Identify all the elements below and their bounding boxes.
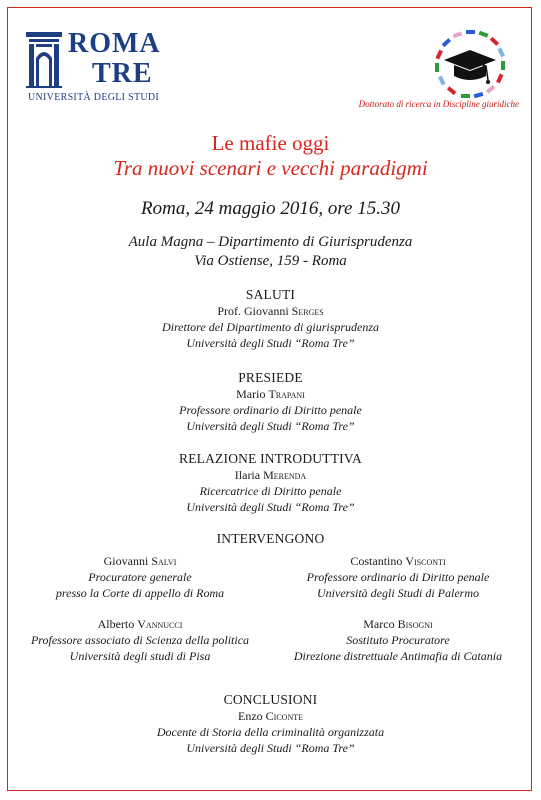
speaker-card — [10, 553, 270, 601]
speaker-name — [0, 467, 541, 483]
speaker-surname: Vannucci — [137, 617, 183, 631]
speaker-name-first: Giovanni — [103, 554, 152, 568]
speaker-role: Professore ordinario di Diritto penale — [306, 570, 490, 584]
speaker-name-first: Costantino — [350, 554, 406, 568]
section-heading: SALUTI — [245, 287, 296, 302]
speaker-surname: Visconti — [405, 554, 446, 568]
speaker-role: Professore ordinario di Diritto penale — [179, 403, 362, 417]
speaker-surname: Salvi — [151, 554, 177, 568]
speaker-role: Docente di Storia della criminalità organizzata — [156, 725, 385, 739]
speaker-name-first: Mario — [236, 387, 269, 401]
logo-university-text: UNIVERSITÀ DEGLI STUDI — [28, 92, 160, 103]
section-heading: INTERVENGONO — [216, 531, 325, 546]
speaker-role: Sostituto Procuratore — [346, 633, 450, 647]
section-heading: CONCLUSIONI — [223, 692, 318, 707]
event-address: Via Ostiense, 159 - Roma — [194, 253, 347, 269]
logo-tre-text: TRE — [92, 58, 153, 89]
speaker-role: Ricercatrice di Diritto penale — [199, 484, 342, 498]
speaker-affiliation: Direzione distrettuale Antimafia di Catania — [293, 649, 503, 663]
speaker-surname: Ciconte — [265, 709, 303, 723]
event-subtitle: Tra nuovi scenari e vecchi paradigmi — [113, 156, 428, 180]
speaker-name-first: Ilaria — [234, 468, 264, 482]
graduation-cap-emblem-icon — [430, 28, 510, 104]
speaker-name — [268, 553, 528, 569]
event-venue: Aula Magna – Dipartimento di Giurisprudenza — [128, 234, 413, 250]
speaker-affiliation: Università degli Studi di Palermo — [317, 586, 479, 600]
speaker-affiliation: Università degli Studi “Roma Tre” — [186, 419, 355, 433]
section-heading: PRESIEDE — [238, 370, 303, 385]
speaker-name-first: Alberto — [97, 617, 138, 631]
speaker-role: Procuratore generale — [88, 570, 192, 584]
speaker-role: Direttore del Dipartimento di giurisprudenza — [161, 320, 380, 334]
speaker-role: Professore associato di Scienza della politica — [30, 633, 250, 647]
intervengono-heading-block — [0, 531, 541, 547]
speaker-name — [0, 386, 541, 402]
speaker-affiliation: Università degli Studi “Roma Tre” — [186, 741, 355, 755]
event-date: Roma, 24 maggio 2016, ore 15.30 — [141, 198, 400, 219]
relazione-section — [0, 451, 541, 515]
speaker-surname: Merenda — [263, 468, 307, 482]
speaker-surname: Serges — [291, 304, 324, 318]
speaker-name — [0, 303, 541, 319]
logo-roma-text: ROMA — [68, 28, 161, 59]
speaker-affiliation: Università degli Studi “Roma Tre” — [186, 336, 355, 350]
speaker-name — [0, 708, 541, 724]
speaker-name — [10, 553, 270, 569]
section-heading: RELAZIONE INTRODUTTIVA — [179, 451, 362, 466]
speaker-name-first: Prof. Giovanni — [217, 304, 292, 318]
speaker-card — [268, 553, 528, 601]
event-title: Le mafie oggi — [211, 131, 330, 155]
speaker-surname: Bisogni — [397, 617, 433, 631]
roma-tre-logo — [26, 28, 166, 103]
presiede-section — [0, 370, 541, 434]
saluti-section — [0, 287, 541, 351]
conclusioni-section — [0, 692, 541, 756]
speaker-affiliation: Università degli Studi “Roma Tre” — [186, 500, 355, 514]
speaker-name-first: Enzo — [238, 709, 266, 723]
doctorate-caption: Dottorato di ricerca in Discipline giuridiche — [358, 99, 519, 109]
speaker-name-first: Marco — [363, 617, 398, 631]
speaker-card — [268, 616, 528, 664]
speaker-affiliation: presso la Corte di appello di Roma — [55, 586, 225, 600]
speaker-name — [10, 616, 270, 632]
arch-icon — [26, 32, 62, 88]
speaker-affiliation: Università degli studi di Pisa — [69, 649, 211, 663]
speaker-card — [10, 616, 270, 664]
speaker-name — [268, 616, 528, 632]
speaker-surname: Trapani — [268, 387, 305, 401]
